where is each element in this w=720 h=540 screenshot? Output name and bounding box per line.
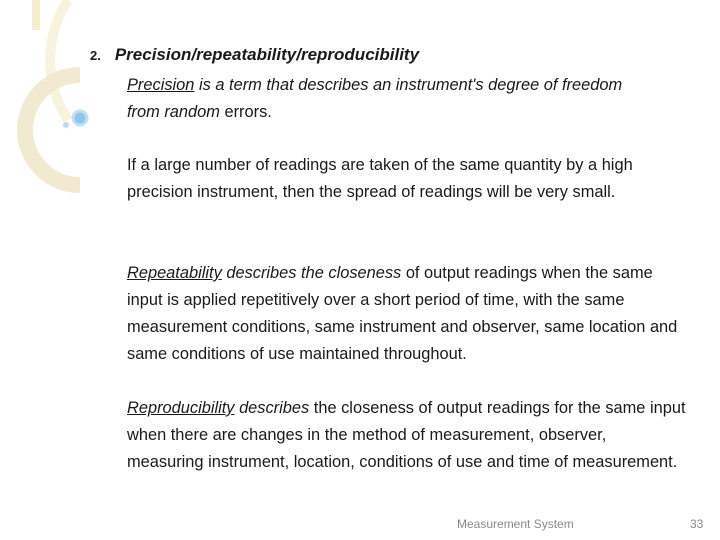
repeatability-rest: of output readings when the same input is applied repetitively over a short period of time, with the same measurement conditions, same instrument and observer, same location and same conditions of use maintained throughout. bbox=[127, 264, 678, 363]
section-title: Precision/repeatability/reproducibility bbox=[114, 45, 420, 64]
blue-bubble-small bbox=[63, 122, 69, 128]
reproducibility-definition bbox=[127, 395, 687, 476]
term-reproducibility: Reproducibility bbox=[127, 399, 235, 417]
repeatability-definition bbox=[127, 260, 687, 368]
term-repeatability: Repeatability bbox=[127, 264, 222, 282]
high-precision-paragraph: If a large number of readings are taken of the same quantity by a high precision instrument, then the spread of readings will be very small. bbox=[127, 156, 633, 201]
reproducibility-italic: describes bbox=[239, 399, 310, 417]
precision-definition-line1: is a term that describes an instrument's degree of freedom bbox=[198, 76, 623, 94]
term-precision: Precision bbox=[127, 76, 195, 94]
footer-title: Measurement System bbox=[457, 517, 574, 531]
precision-definition-line2: from random bbox=[127, 103, 220, 121]
page-number: 33 bbox=[690, 517, 704, 531]
precision-definition bbox=[127, 72, 687, 126]
decorative-arc-graphic bbox=[0, 0, 90, 200]
precision-definition-tail: errors. bbox=[219, 103, 272, 121]
repeatability-italic: describes the closeness bbox=[226, 264, 402, 282]
section-number: 2. bbox=[90, 48, 101, 63]
section-heading bbox=[90, 45, 419, 65]
reproducibility-rest: the closeness of output readings for the same input when there are changes in the method of measurement, observer, measuring instrument, location, conditions of use and time of measurement. bbox=[127, 399, 686, 471]
blue-bubble-large bbox=[73, 111, 87, 125]
